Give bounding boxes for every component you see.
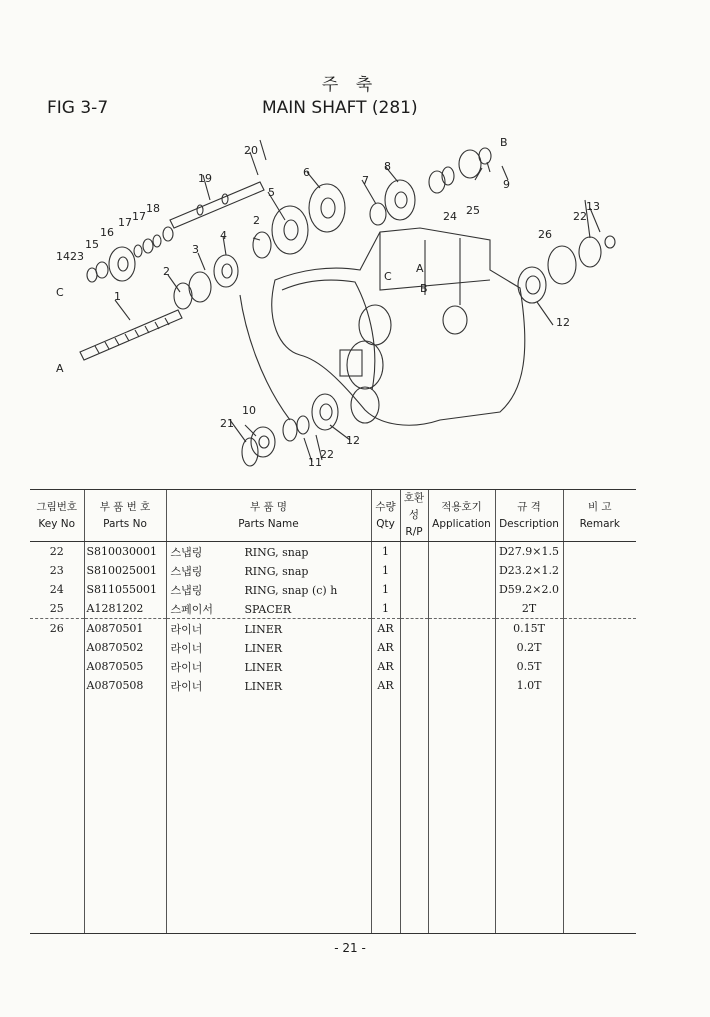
application-cell bbox=[428, 542, 495, 562]
callout-label: 8 bbox=[384, 160, 391, 173]
table-row bbox=[30, 599, 636, 619]
parts-table bbox=[30, 489, 636, 934]
figure-label: FIG 3-7 bbox=[47, 98, 109, 118]
rp-cell bbox=[400, 542, 428, 562]
remark-cell bbox=[563, 638, 636, 657]
callout-label: 4 bbox=[220, 229, 227, 242]
part-name: 스냅링 RING, snap bbox=[166, 542, 371, 562]
rp-cell bbox=[400, 657, 428, 676]
part-number: A1281202 bbox=[84, 599, 166, 619]
rp-cell bbox=[400, 599, 428, 619]
callout-label: 19 bbox=[198, 172, 212, 185]
part-number: A0870508 bbox=[84, 676, 166, 695]
callout-label: 18 bbox=[146, 202, 160, 215]
callout-label: 2 bbox=[163, 265, 170, 278]
rp-cell bbox=[400, 619, 428, 639]
description: 1.0T bbox=[495, 676, 563, 695]
table-row bbox=[30, 619, 636, 639]
quantity: 1 bbox=[371, 542, 400, 562]
part-name: 스냅링 RING, snap bbox=[166, 561, 371, 580]
description: 2T bbox=[495, 599, 563, 619]
quantity: 1 bbox=[371, 599, 400, 619]
application-cell bbox=[428, 561, 495, 580]
remark-cell bbox=[563, 561, 636, 580]
description: D27.9×1.5 bbox=[495, 542, 563, 562]
callout-label: 1 bbox=[114, 290, 121, 303]
callout-label: 22 bbox=[573, 210, 587, 223]
key-no: 26 bbox=[49, 622, 64, 635]
rp-cell bbox=[400, 580, 428, 599]
part-name: 라이너 LINER bbox=[166, 676, 371, 695]
callout-label: 11 bbox=[308, 456, 322, 469]
table-row bbox=[30, 676, 636, 695]
callout-label: 17 bbox=[118, 216, 132, 229]
part-number: S811055001 bbox=[84, 580, 166, 599]
key-no: 22 bbox=[49, 545, 64, 558]
application-cell bbox=[428, 657, 495, 676]
remark-cell bbox=[563, 580, 636, 599]
callout-label: 12 bbox=[556, 316, 570, 329]
remark-cell bbox=[563, 542, 636, 562]
callout-label: A bbox=[416, 262, 424, 275]
quantity: AR bbox=[371, 657, 400, 676]
key-no bbox=[30, 638, 84, 657]
header-application: 적용호기 Application bbox=[428, 490, 495, 542]
part-name: 라이너 LINER bbox=[166, 657, 371, 676]
application-cell bbox=[428, 676, 495, 695]
quantity: AR bbox=[371, 676, 400, 695]
part-name: 라이너 LINER bbox=[166, 638, 371, 657]
callout-label: 22 bbox=[320, 448, 334, 461]
part-name: 스냅링 RING, snap (c) h bbox=[166, 580, 371, 599]
header-rp: 호환성 R/P bbox=[400, 490, 428, 542]
part-name: 스페이서 SPACER bbox=[166, 599, 371, 619]
application-cell bbox=[428, 580, 495, 599]
header-qty: 수량 Qty bbox=[371, 490, 400, 542]
part-name: 라이너 LINER bbox=[166, 619, 371, 639]
description: D59.2×2.0 bbox=[495, 580, 563, 599]
callout-label: C bbox=[384, 270, 392, 283]
callout-label: 25 bbox=[466, 204, 480, 217]
callout-label: 16 bbox=[100, 226, 114, 239]
part-number: A0870501 bbox=[84, 619, 166, 639]
callout-label: 23 bbox=[70, 250, 84, 263]
callout-label: 9 bbox=[503, 178, 510, 191]
description: 0.2T bbox=[495, 638, 563, 657]
header-description: 규 격 Description bbox=[495, 490, 563, 542]
remark-cell bbox=[563, 599, 636, 619]
callout-label: B bbox=[500, 136, 508, 149]
part-number: S810030001 bbox=[84, 542, 166, 562]
callout-label: 2 bbox=[253, 214, 260, 227]
application-cell bbox=[428, 599, 495, 619]
table-row bbox=[30, 638, 636, 657]
quantity: AR bbox=[371, 619, 400, 639]
key-no: 25 bbox=[30, 599, 84, 619]
table-row bbox=[30, 561, 636, 580]
callout-label: 12 bbox=[346, 434, 360, 447]
key-no bbox=[30, 676, 84, 695]
header-parts-name: 부 품 명 Parts Name bbox=[166, 490, 371, 542]
header-key-no: 그림번호 Key No bbox=[30, 490, 84, 542]
header-parts-no: 부 품 번 호 Parts No bbox=[84, 490, 166, 542]
callout-label: 7 bbox=[362, 174, 369, 187]
part-number: S810025001 bbox=[84, 561, 166, 580]
callout-label: 21 bbox=[220, 417, 234, 430]
callout-label: 15 bbox=[85, 238, 99, 251]
key-no: 23 bbox=[49, 564, 64, 577]
callout-label: 5 bbox=[268, 186, 275, 199]
table-header-row bbox=[30, 490, 636, 542]
table-empty-area bbox=[30, 695, 636, 934]
table-row bbox=[30, 580, 636, 599]
part-number: A0870502 bbox=[84, 638, 166, 657]
description: D23.2×1.2 bbox=[495, 561, 563, 580]
rp-cell bbox=[400, 638, 428, 657]
table-row bbox=[30, 657, 636, 676]
remark-cell bbox=[563, 657, 636, 676]
title-english: MAIN SHAFT (281) bbox=[262, 98, 418, 118]
title-korean: 주 축 bbox=[321, 75, 379, 95]
callout-label: 17 bbox=[132, 210, 146, 223]
callout-label: 26 bbox=[538, 228, 552, 241]
callout-label: 24 bbox=[443, 210, 457, 223]
application-cell bbox=[428, 619, 495, 639]
callout-label: 14 bbox=[56, 250, 70, 263]
callout-label: 3 bbox=[192, 243, 199, 256]
rp-cell bbox=[400, 676, 428, 695]
callout-label: B bbox=[420, 282, 428, 295]
quantity: 1 bbox=[371, 580, 400, 599]
exploded-parts-diagram bbox=[20, 120, 620, 480]
quantity: 1 bbox=[371, 561, 400, 580]
header-remark: 비 고 Remark bbox=[563, 490, 636, 542]
key-no: 24 bbox=[49, 583, 64, 596]
remark-cell bbox=[563, 619, 636, 639]
quantity: AR bbox=[371, 638, 400, 657]
key-no bbox=[30, 657, 84, 676]
callout-label: A bbox=[56, 362, 64, 375]
callout-label: 20 bbox=[244, 144, 258, 157]
description: 0.15T bbox=[495, 619, 563, 639]
callout-label: 13 bbox=[586, 200, 600, 213]
rp-cell bbox=[400, 561, 428, 580]
description: 0.5T bbox=[495, 657, 563, 676]
callout-label: 6 bbox=[303, 166, 310, 179]
remark-cell bbox=[563, 676, 636, 695]
callout-label: 10 bbox=[242, 404, 256, 417]
callout-label: C bbox=[56, 286, 64, 299]
application-cell bbox=[428, 638, 495, 657]
table-row bbox=[30, 542, 636, 562]
page-number: - 21 - bbox=[334, 941, 366, 955]
part-number: A0870505 bbox=[84, 657, 166, 676]
